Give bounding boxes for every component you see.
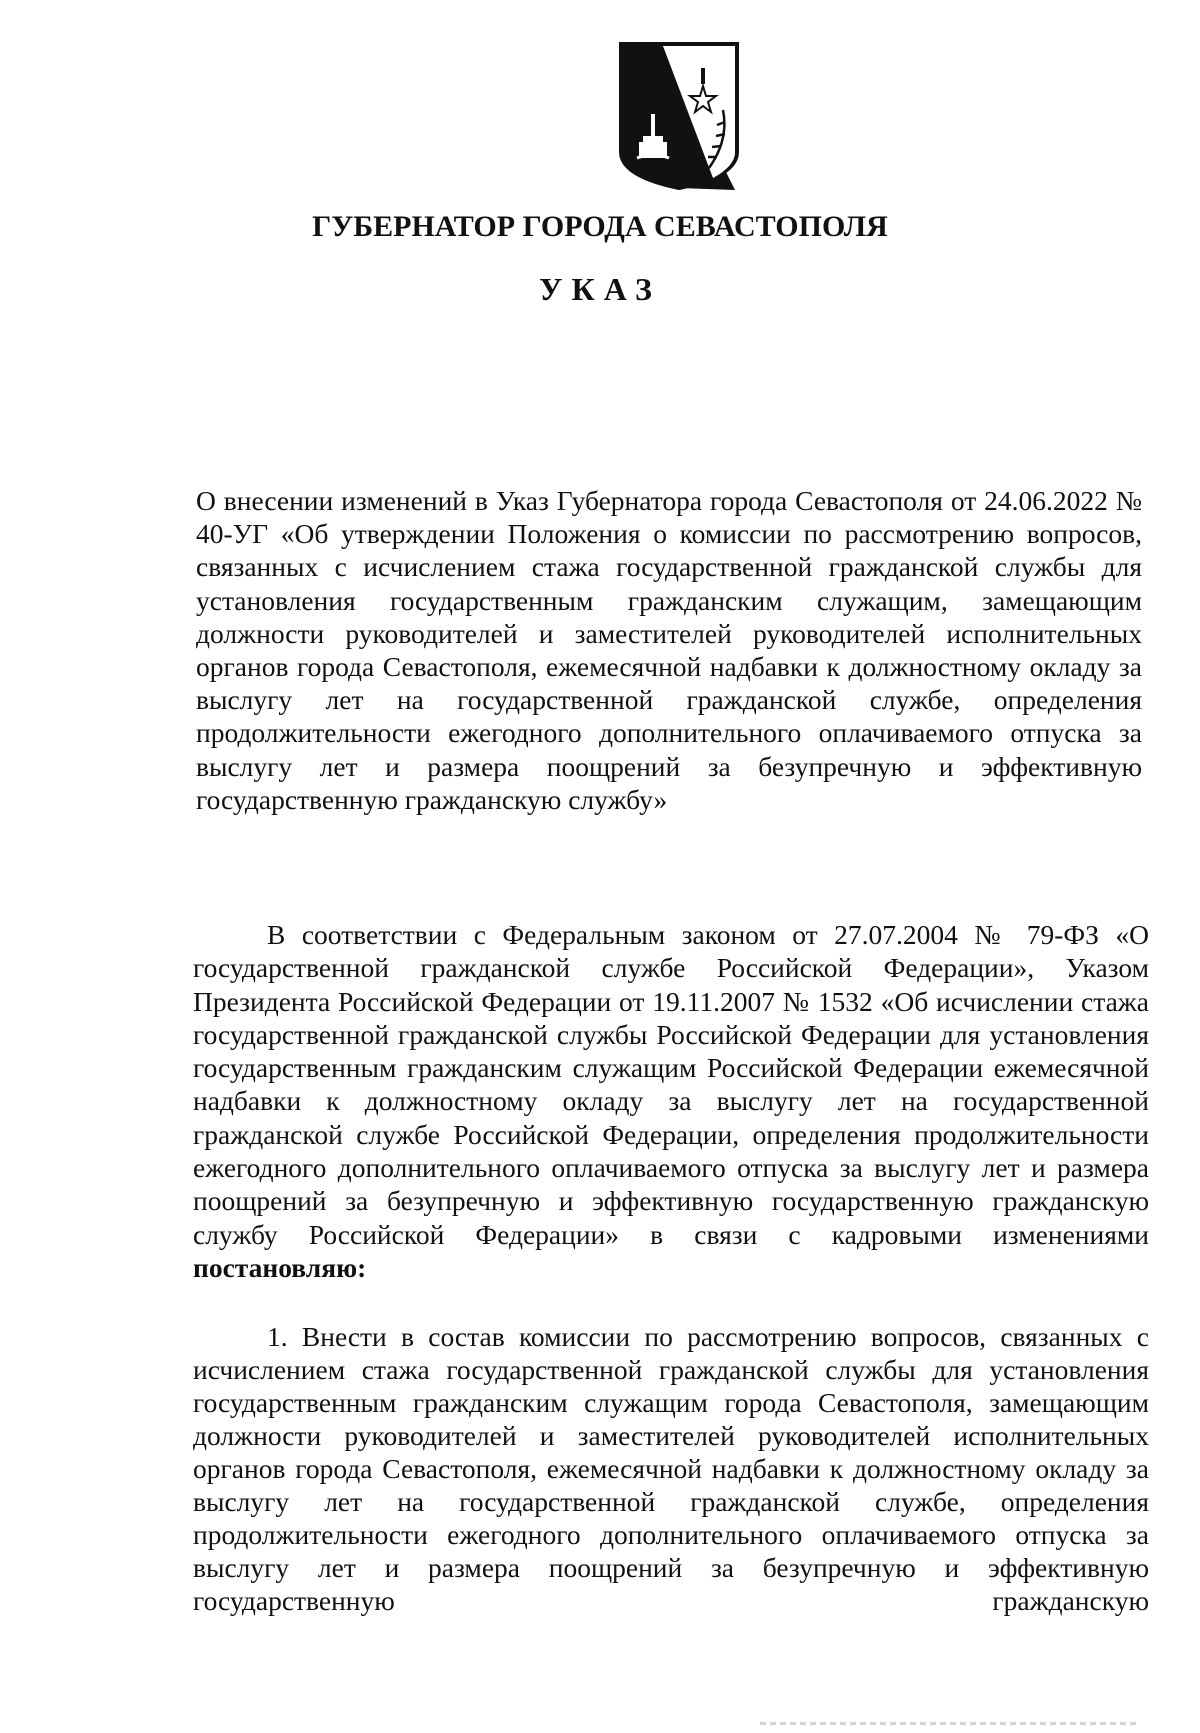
- scan-artifact-divider: [760, 1722, 1140, 1725]
- preamble-text: В соответствии с Федеральным законом от 27.07.2004 № 79-ФЗ «О государственной гражданской службе Российской Федерации», Указом Президента Российской Федерации от 19.11.2007 № 1532 «Об исчислении стажа государственной гражданской службы Российской Федерации для установления государственным гражданским служащим Российской Федерации ежемесячной надбавки к должностному окладу за выслугу лет на государственной гражданской службе Российской Федерации, определения продолжительности ежегодного дополнительного оплачиваемого отпуска за выслугу лет и размера поощрений за безупречную и эффективную государственную гражданскую службу Российской Федерации» в связи с кадровыми изменениями: [193, 919, 1149, 1250]
- document-subject: О внесении изменений в Указ Губернатора города Севастополя от 24.06.2022 № 40-УГ «Об утверждении Положения о комиссии по рассмотрению вопросов, связанных с исчислением стажа государственной гражданской службы для установления государственным гражданским служащим, замещающим должности руководителей и заместителей руководителей исполнительных органов города Севастополя, ежемесячной надбавки к должностному окладу за выслугу лет на государственной гражданской службе, определения продолжительности ежегодного дополнительного оплачиваемого отпуска за выслугу лет и размера поощрений за безупречную и эффективную государственную гражданскую службу»: [196, 485, 1142, 815]
- document-type-heading: УКАЗ: [539, 271, 661, 307]
- sevastopol-coat-of-arms-icon: [617, 40, 741, 192]
- preamble-paragraph: [193, 918, 1149, 1284]
- decree-item-1: 1. Внести в состав комиссии по рассмотрению вопросов, связанных с исчислением стажа государственной гражданской службы для установления государственным гражданским служащим города Севастополя, замещающим должности руководителей и заместителей руководителей исполнительных органов города Севастополя, ежемесячной надбавки к должностному окладу за выслугу лет на государственной гражданской службе, определения продолжительности ежегодного дополнительного оплачиваемого отпуска за выслугу лет и размера поощрений за безупречную и эффективную государственную гражданскую: [193, 1321, 1149, 1616]
- decree-word: постановляю:: [193, 1251, 367, 1283]
- issuer-title: ГУБЕРНАТОР ГОРОДА СЕВАСТОПОЛЯ: [312, 210, 888, 243]
